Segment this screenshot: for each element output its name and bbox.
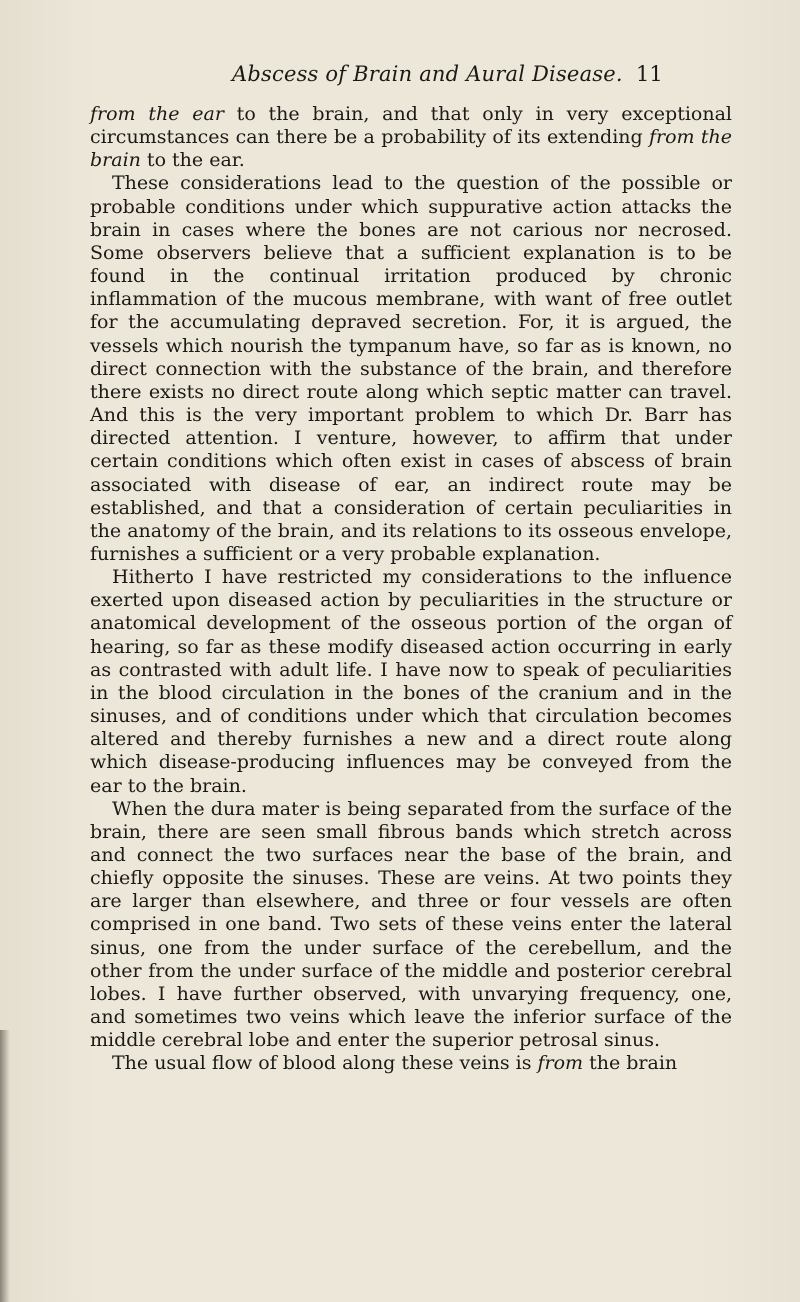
paragraph-5: [90, 1052, 732, 1075]
emphasis-from-the-brain: from the brain: [90, 126, 732, 172]
page-header: [0, 56, 800, 86]
paragraph-3: Hitherto I have restricted my considerations to the influence exerted upon diseased action by peculiarities in the structure or anatomical development of the osseous portion of the organ of hearing, so far as these modify diseased action occurring in early as contrasted with adult life. I have now to speak of peculiarities in the blood circulation in the bones of the cranium and in the sinuses, and of conditions under which that circulation becomes altered and thereby furnishes a new and a direct route along which disease-producing influences may be conveyed from the ear to the brain.: [90, 566, 732, 797]
running-title: Abscess of Brain and Aural Disease.: [232, 62, 623, 86]
page-number: 11: [636, 62, 663, 86]
body-text: [90, 103, 732, 1076]
paragraph-5-text-b: the brain: [583, 1052, 678, 1075]
emphasis-from: from: [537, 1052, 584, 1075]
binding-shadow: [0, 1030, 10, 1302]
paragraph-1: [90, 103, 732, 172]
paragraph-4: When the dura mater is being separated from the surface of the brain, there are seen small fibrous bands which stretch across and connect the two surfaces near the base of the brain, and chiefly opposite the sinuses. These are veins. At two points they are larger than elsewhere, and three or four vessels are often comprised in one band. Two sets of these veins enter the lateral sinus, one from the under surface of the cerebellum, and the other from the under surface of the middle and posterior cerebral lobes. I have further observed, with unvarying frequency, one, and sometimes two veins which leave the inferior surface of the middle cerebral lobe and enter the superior petrosal sinus.: [90, 797, 732, 1052]
paragraph-1-text-a: to the brain, and that only in very exceptional circumstances can there be a probability of its extending: [90, 103, 732, 149]
paragraph-1-text-b: to the ear.: [140, 149, 245, 172]
paragraph-2: These considerations lead to the question of the possible or probable conditions under which suppurative action attacks the brain in cases where the bones are not carious nor necrosed. Some observers believe that a sufficient explanation is to be found in the continual irritation produced by chronic inflammation of the mucous membrane, with want of free outlet for the accumulating depraved secretion. For, it is argued, the vessels which nourish the tympanum have, so far as is known, no direct connection with the substance of the brain, and therefore there exists no direct route along which septic matter can travel. And this is the very important problem to which Dr. Barr has directed attention. I venture, however, to affirm that under certain conditions which often exist in cases of abscess of brain associated with disease of ear, an indirect route may be established, and that a consideration of certain peculiarities in the anatomy of the brain, and its relations to its osseous envelope, furnishes a sufficient or a very probable explanation.: [90, 172, 732, 565]
emphasis-from-the-ear: from the ear: [90, 103, 224, 125]
paragraph-5-text-a: The usual flow of blood along these veins is: [112, 1052, 538, 1075]
